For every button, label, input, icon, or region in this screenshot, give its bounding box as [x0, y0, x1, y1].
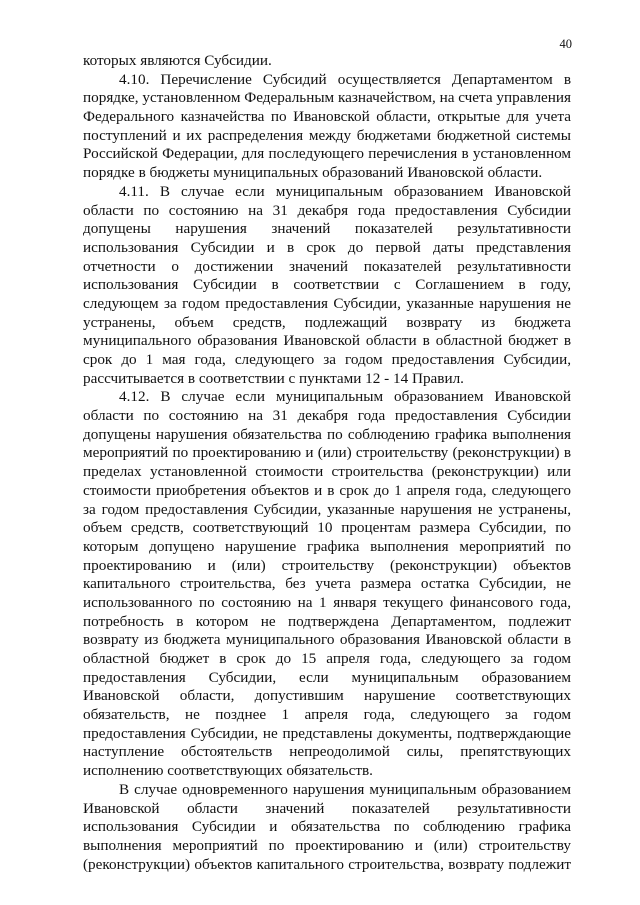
text-line: использования Субсидии в соответствии с Соглашением в году,	[83, 276, 571, 294]
text-line: объем средств, соответствующий 10 процентам размера Субсидии, по	[83, 519, 571, 537]
text-line: областной бюджет в срок до 15 апреля года, следующего за годом	[83, 650, 571, 667]
document-body-text	[83, 52, 571, 874]
text-line: Российской Федерации, для последующего перечисления в установленном	[83, 145, 571, 163]
text-line: 4.12. В случае если муниципальным образованием Ивановской	[119, 388, 571, 406]
text-line: (реконструкции) объектов капитального строительства, возврату подлежит	[83, 855, 571, 873]
text-line: потребность в котором не подтверждена Департаментом, подлежит	[83, 612, 571, 630]
text-line: выполнения мероприятий по проектированию и (или) строительству	[83, 836, 571, 854]
text-line: области по состоянию на 31 декабря года предоставления Субсидии	[83, 201, 571, 219]
text-line: поступлений и их распределения между бюджетами бюджетной системы	[83, 126, 571, 144]
text-line: В случае одновременного нарушения муниципальным образованием	[119, 780, 571, 798]
text-line: проектированию и (или) строительству (реконструкции) объектов	[83, 556, 571, 574]
text-line: области по состоянию на 31 декабря года предоставления Субсидии	[83, 407, 571, 425]
text-line: 4.11. В случае если муниципальным образованием Ивановской	[119, 182, 571, 200]
text-line: обязательств, не позднее 1 апреля года, следующего за годом	[83, 706, 571, 724]
text-line: стоимости приобретения объектов и в срок до 1 апреля года, следующего	[83, 481, 571, 499]
text-line: которых являются Субсидии.	[83, 52, 272, 69]
text-line: за годом предоставления Субсидии, указанные нарушения не устранены,	[83, 500, 571, 518]
text-line: предоставления Субсидии, не представлены документы, подтверждающие	[83, 724, 571, 742]
text-line: использованного по состоянию на 1 января текущего финансового года,	[83, 593, 571, 611]
text-line: пределах установленной стоимости строительства (реконструкции) или	[83, 463, 571, 481]
text-line: рассчитывается в соответствии с пунктами 12 - 14 Правил.	[83, 369, 464, 387]
text-line: 4.10. Перечисление Субсидий осуществляется Департаментом в	[119, 70, 571, 88]
text-line: наступление обстоятельств непреодолимой силы, препятствующих	[83, 743, 571, 761]
page-number: 40	[559, 37, 572, 51]
text-line: муниципального образования Ивановской области в областной бюджет в	[83, 332, 571, 350]
text-line: отчетности о достижении значений показателей результативности	[83, 257, 571, 275]
text-line: следующем за годом предоставления Субсидии, указанные нарушения не	[83, 294, 571, 312]
text-line: которым допущено нарушение графика выполнения мероприятий по	[83, 537, 571, 555]
text-line: использования Субсидии и в срок до первой даты представления	[83, 238, 571, 256]
text-line: Ивановской области значений показателей результативности	[83, 799, 571, 817]
text-line: допущены нарушения обязательства по соблюдению графика выполнения	[83, 425, 571, 443]
text-line: предоставления Субсидии, если муниципальным образованием	[83, 668, 571, 686]
text-line: Федерального казначейства по Ивановской области, открытые для учета	[83, 108, 571, 126]
text-line: допущены нарушения значений показателей результативности	[83, 220, 571, 238]
text-line: срок до 1 мая года, следующего за годом предоставления Субсидии,	[83, 351, 571, 368]
text-line: порядке в бюджеты муниципальных образований Ивановской области.	[83, 164, 543, 182]
text-line: капитального строительства, без учета размера остатка Субсидии, не	[83, 575, 571, 593]
text-line: Ивановской области, допустившим нарушение соответствующих	[83, 687, 571, 705]
text-line: порядке, установленном Федеральным казначейством, на счета управления	[83, 89, 572, 107]
text-line: устранены, объем средств, подлежащий возврату из бюджета	[83, 313, 571, 331]
text-line: исполнению соответствующих обязательств.	[83, 762, 373, 780]
text-line: использования Субсидии и обязательства по соблюдению графика	[83, 818, 571, 836]
text-line: мероприятий по проектированию и (или) строительству (реконструкции) в	[83, 444, 571, 462]
text-line: возврату из бюджета муниципального образования Ивановской области в	[83, 631, 571, 649]
